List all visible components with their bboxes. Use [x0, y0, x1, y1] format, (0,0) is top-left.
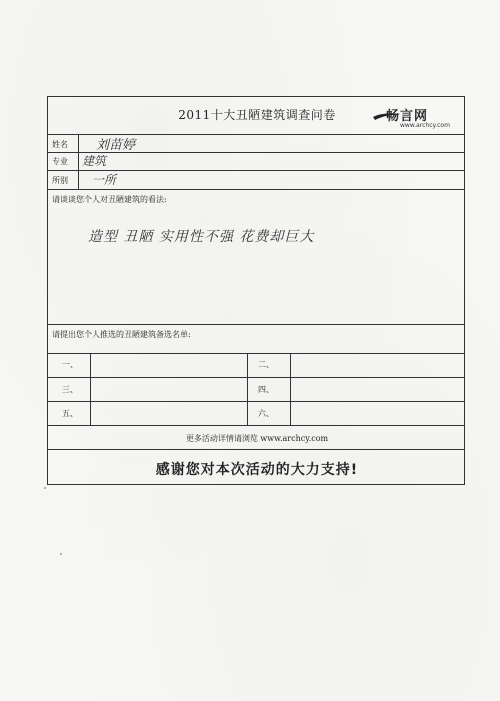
scan-speck [60, 553, 62, 555]
major-label: 专业 [52, 157, 68, 166]
institute-value: 一所 [92, 173, 117, 187]
nomination-num-1: 一、 [62, 360, 78, 369]
form-title: 2011十大丑陋建筑调查问卷 [178, 108, 336, 122]
divider [48, 324, 464, 325]
nomination-num-5: 五、 [62, 409, 78, 418]
label-column-divider [78, 134, 79, 189]
divider [48, 449, 464, 450]
opinion-prompt: 请谈谈您个人对丑陋建筑的看法: [52, 195, 167, 204]
opinion-answer: 造型 丑陋 实用性不强 花费却巨大 [88, 229, 315, 245]
name-value: 刘苗婷 [96, 138, 136, 153]
scan-speck [44, 487, 46, 489]
grid-divider [247, 353, 248, 425]
divider [48, 189, 464, 190]
logo-brand: 畅言网 [386, 109, 429, 124]
divider [48, 377, 464, 378]
divider [48, 401, 464, 402]
nomination-num-2: 二、 [258, 360, 274, 369]
logo-url: www.archcy.com [400, 122, 450, 129]
institute-label: 所别 [52, 176, 68, 185]
site-logo [372, 105, 460, 131]
divider [48, 152, 464, 153]
name-label: 姓名 [52, 140, 68, 149]
nomination-num-6: 六、 [258, 409, 274, 418]
grid-divider [290, 353, 291, 425]
footer-link-text: 更多活动详情请浏览 www.archcy.com [185, 434, 329, 443]
survey-form [47, 96, 465, 485]
divider [48, 353, 464, 354]
nomination-num-4: 四、 [258, 385, 274, 394]
nomination-num-3: 三、 [62, 385, 78, 394]
divider [48, 425, 464, 426]
divider [48, 170, 464, 171]
thanks-message: 感谢您对本次活动的大力支持! [155, 462, 359, 478]
nominate-prompt: 请提出您个人推选的丑陋建筑备选名单: [52, 330, 191, 339]
major-value: 建筑 [82, 154, 107, 168]
grid-divider [90, 353, 91, 425]
divider [48, 134, 464, 135]
